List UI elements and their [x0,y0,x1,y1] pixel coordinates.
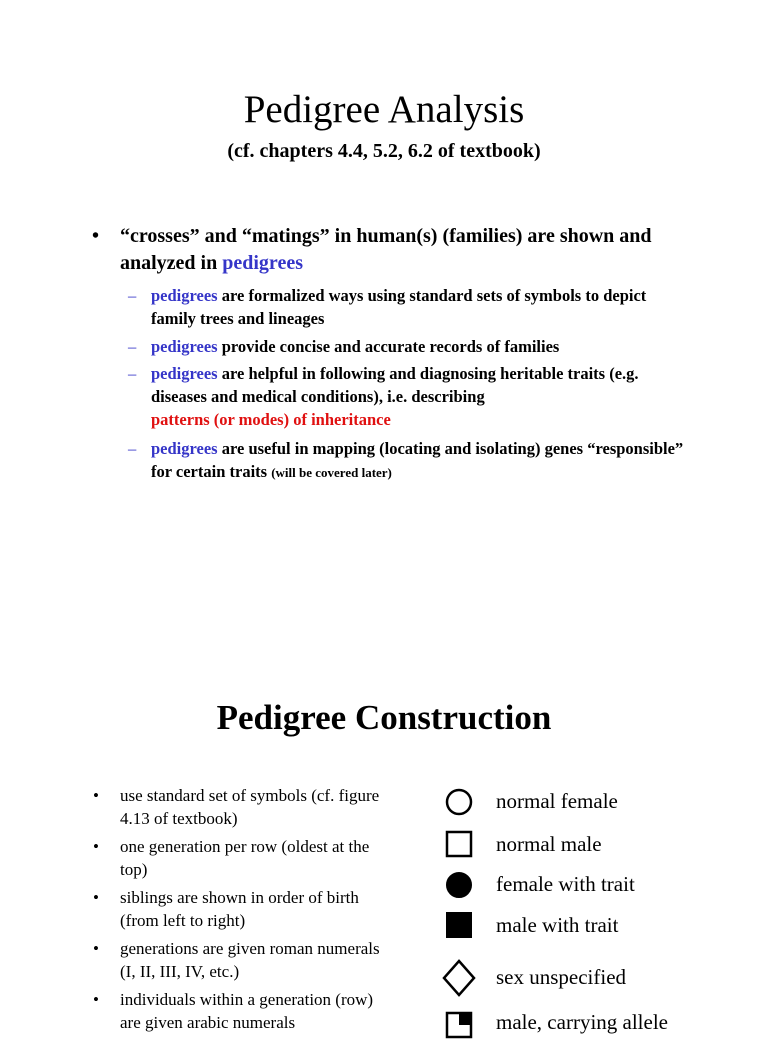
bullet-dot: • [93,888,99,907]
open-circle-icon [443,786,475,818]
sub-bullet-highlight: pedigrees [151,364,218,383]
sub-bullet-highlight: pedigrees [151,337,218,356]
filled-square-icon [443,909,475,941]
legend-label-sex-unspecified: sex unspecified [496,965,627,989]
sub-bullet-text: are formalized ways using standard sets of symbols to depict family trees and lineages [151,286,647,328]
sub-bullet-text: provide concise and accurate records of families [221,337,560,356]
sub-bullet-1 [128,284,688,330]
sub-bullet-note: (will be covered later) [271,465,392,480]
filled-circle-icon [443,869,475,901]
legend-label-normal-male: normal male [496,832,602,856]
construction-bullet-4 [93,937,383,983]
construction-bullet-text: use standard set of symbols (cf. figure 4.13 of textbook) [120,786,380,828]
sub-bullet-2 [128,335,688,358]
slide1-subtitle: (cf. chapters 4.4, 5.2, 6.2 of textbook) [227,140,541,162]
bullet-dot: • [93,990,99,1009]
legend-label-male-with-trait: male with trait [496,913,619,937]
construction-bullet-text: individuals within a generation (row) are given arabic numerals [120,990,374,1032]
sub-bullet-4 [128,437,688,484]
legend-label-male-carrying-allele: male, carrying allele [496,1010,668,1034]
bullet-dot: • [93,939,99,958]
legend-label-female-with-trait: female with trait [496,872,635,896]
sub-bullet-highlight: pedigrees [151,439,218,458]
main-bullet-text: “crosses” and “matings” in human(s) (families) are shown and analyzed in pedigrees [120,225,652,274]
legend-label-normal-female: normal female [496,789,618,813]
dash-marker: – [128,439,137,458]
open-square-icon [443,828,475,860]
half-filled-square-icon [443,1009,475,1041]
dash-marker: – [128,364,137,383]
bullet-dot: • [92,225,100,247]
sub-bullet-3 [128,362,688,431]
slide2-title: Pedigree Construction [216,698,552,737]
slide1-title: Pedigree Analysis [243,88,525,131]
sub-bullet-emphasis: patterns (or modes) of inheritance [151,410,391,429]
sub-bullet-text: are helpful in following and diagnosing heritable traits (e.g. diseases and medical conditions), i.e. describing [151,364,639,406]
construction-bullet-text: generations are given roman numerals (I, II, III, IV, etc.) [120,939,380,981]
construction-bullet-2 [93,835,383,881]
construction-bullet-1 [93,784,383,830]
main-bullet [92,223,712,277]
main-bullet-highlight: pedigrees [222,252,303,274]
sub-bullet-highlight: pedigrees [151,286,218,305]
bullet-dot: • [93,837,99,856]
sub-bullet-text: are useful in mapping (locating and isolating) genes “responsible” for certain traits [151,439,684,481]
construction-bullet-3 [93,886,383,932]
construction-bullet-5 [93,988,383,1034]
diamond-icon [441,958,477,998]
construction-bullet-text: one generation per row (oldest at the top) [120,837,370,879]
construction-bullet-text: siblings are shown in order of birth (from left to right) [120,888,359,930]
dash-marker: – [128,337,137,356]
dash-marker: – [128,286,137,305]
bullet-dot: • [93,786,99,805]
